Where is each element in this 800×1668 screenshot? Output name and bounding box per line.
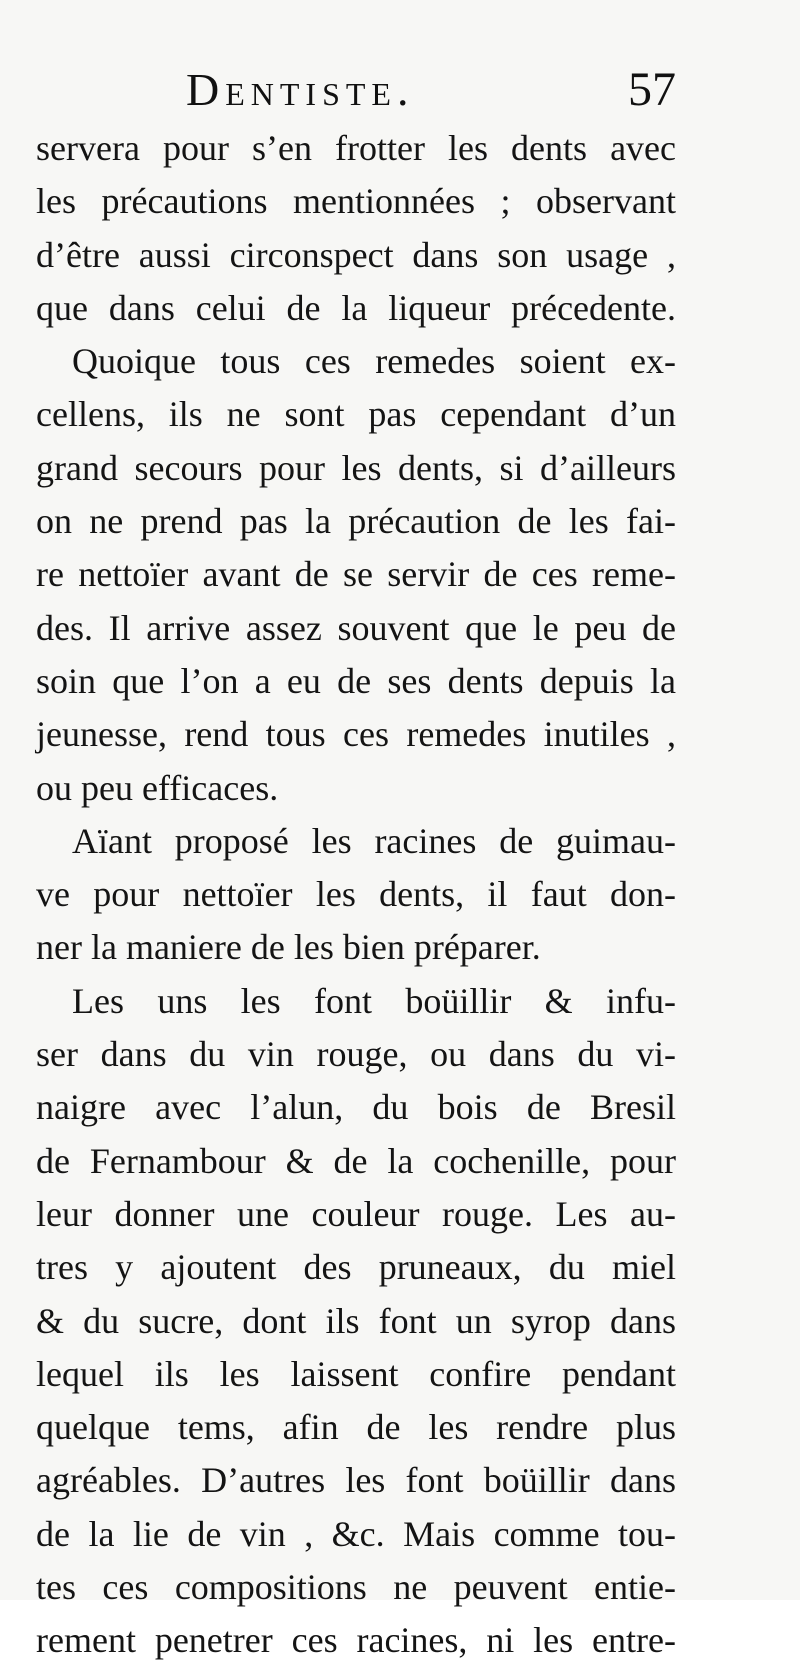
text-line: que dans celui de la liqueur précedente. xyxy=(36,287,676,328)
text-line: cellens, ils ne sont pas cependant d’un xyxy=(36,394,676,435)
text-line: d’être aussi circonspect dans son usage , xyxy=(36,234,676,275)
text-line: soin que l’on a eu de ses dents depuis la xyxy=(36,660,676,701)
text-line: naigre avec l’alun, du bois de Bresil xyxy=(36,1087,676,1128)
text-line: leur donner une couleur rouge. Les au- xyxy=(36,1193,676,1234)
text-line: grand secours pour les dents, si d’ailleurs xyxy=(36,447,676,488)
text-line: tes ces compositions ne peuvent entie- xyxy=(36,1567,676,1608)
text-line: Quoique tous ces remedes soient ex- xyxy=(72,341,676,382)
text-line: tres y ajoutent des pruneaux, du miel xyxy=(36,1247,676,1288)
text-line: de Fernambour & de la cochenille, pour xyxy=(36,1140,676,1181)
text-line: servera pour s’en frotter les dents avec xyxy=(36,128,676,168)
text-line: ve pour nettoïer les dents, il faut don- xyxy=(36,874,676,915)
text-line: ou peu efficaces. xyxy=(36,767,279,808)
text-line: Aïant proposé les racines de guimau- xyxy=(72,820,676,861)
text-line: les précautions mentionnées ; observant xyxy=(36,181,676,222)
text-line: des. Il arrive assez souvent que le peu de xyxy=(36,607,676,648)
text-line: ser dans du vin rouge, ou dans du vi- xyxy=(36,1034,676,1075)
text-line: & du sucre, dont ils font un syrop dans xyxy=(36,1300,676,1341)
text-line: quelque tems, afin de les rendre plus xyxy=(36,1407,676,1448)
text-line: jeunesse, rend tous ces remedes inutiles , xyxy=(36,714,676,755)
text-line: on ne prend pas la précaution de les fai- xyxy=(36,501,676,542)
text-line: ner la maniere de les bien préparer. xyxy=(36,927,541,968)
text-line: agréables. D’autres les font boüillir dans xyxy=(36,1460,676,1501)
text-line: rement penetrer ces racines, ni les entre- xyxy=(36,1620,676,1661)
text-line: de la lie de vin , &c. Mais comme tou- xyxy=(36,1513,676,1554)
text-line: lequel ils les laissent confire pendant xyxy=(36,1353,676,1394)
text-line: re nettoïer avant de se servir de ces reme- xyxy=(36,554,676,595)
running-title: Dentiste. xyxy=(186,64,415,115)
text-line: Les uns les font boüillir & infu- xyxy=(72,980,676,1021)
body-text xyxy=(36,122,676,1668)
page-header xyxy=(36,62,676,118)
page-number: 57 xyxy=(628,63,676,116)
